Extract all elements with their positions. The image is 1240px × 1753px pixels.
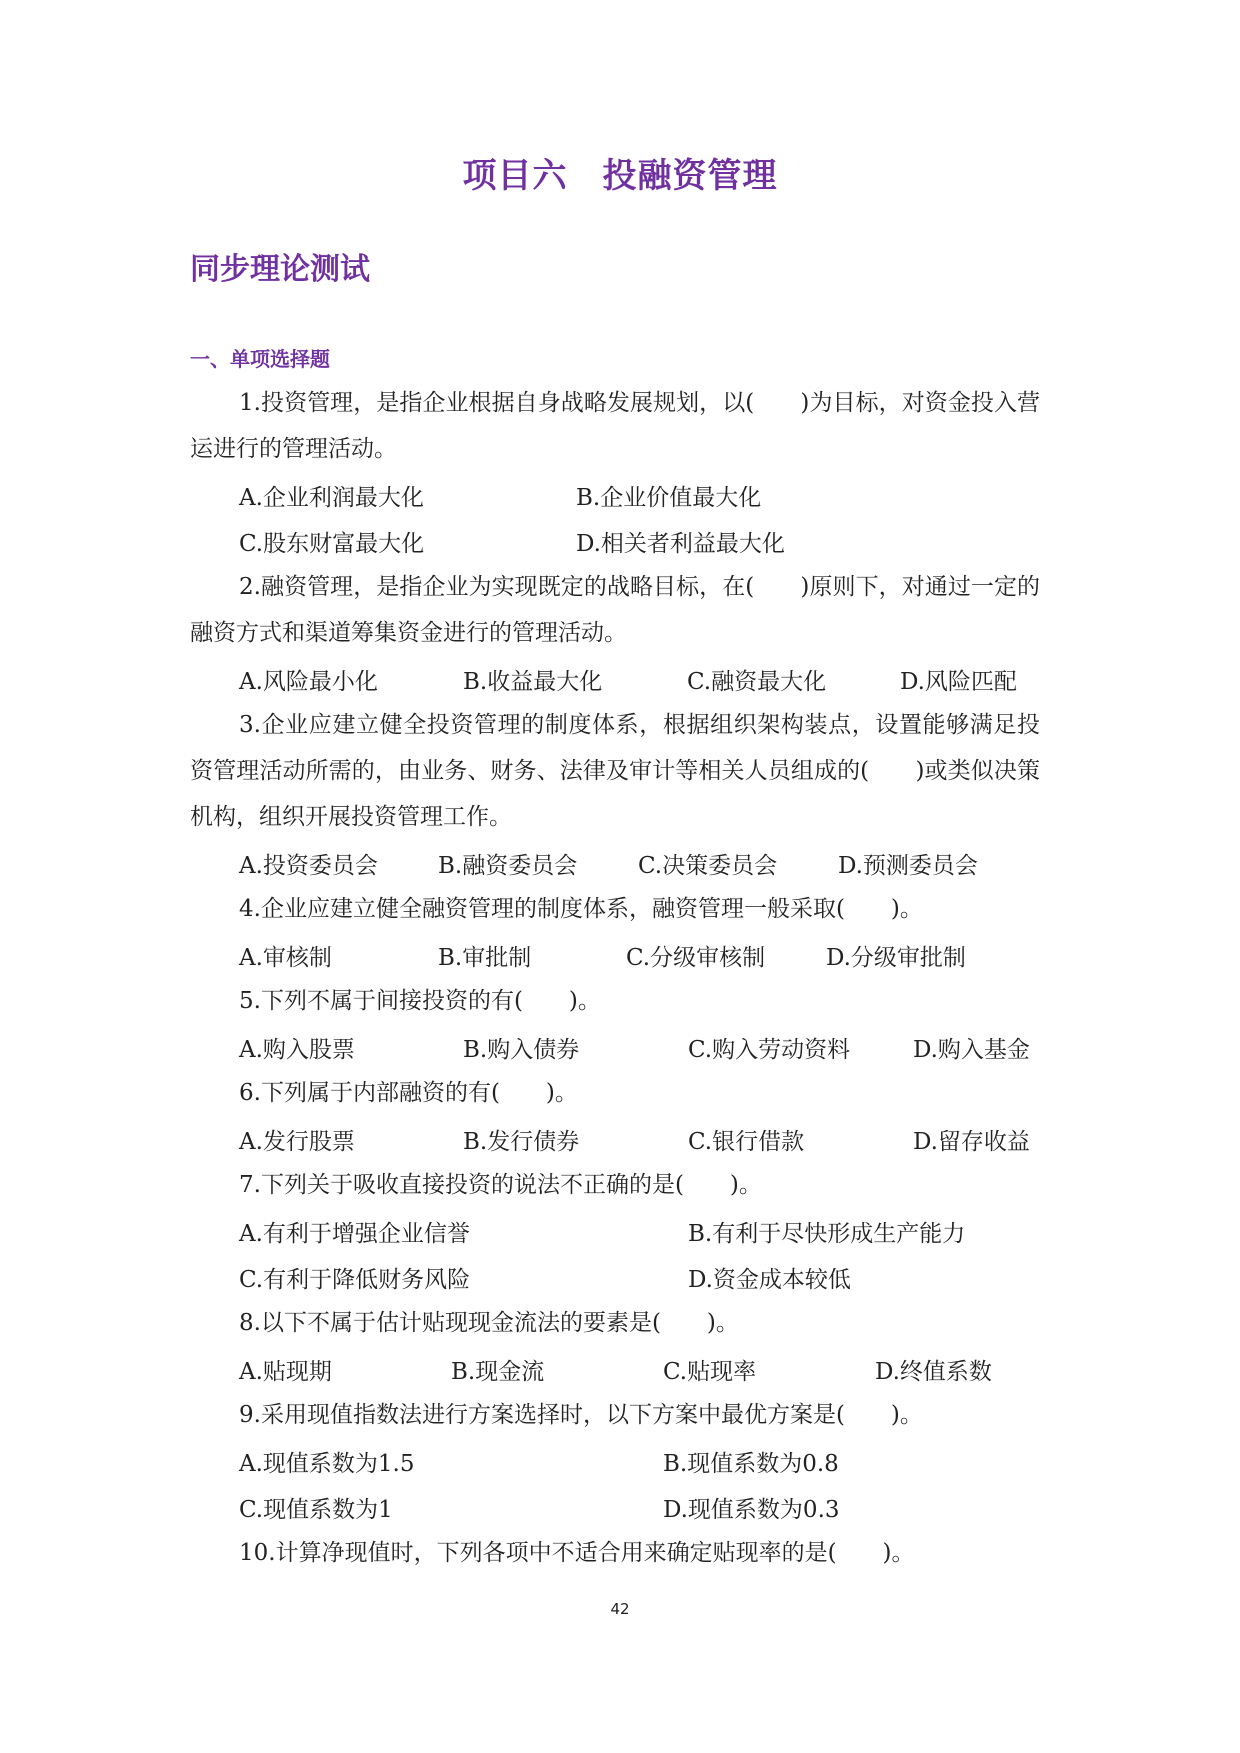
question-text: 3.企业应建立健全投资管理的制度体系，根据组织架构装点，设置能够满足投资管理活动所需的，由业务、财务、法律及审计等相关人员组成的( )或类似决策机构，组织开展投资管理工作。 bbox=[190, 712, 1040, 830]
option-row bbox=[190, 1346, 1040, 1392]
option: C.有利于降低财务风险 bbox=[239, 1266, 471, 1293]
option: D.现值系数为0.3 bbox=[663, 1496, 840, 1523]
question-text: 7.下列关于吸收直接投资的说法不正确的是( )。 bbox=[239, 1172, 762, 1198]
option: D.终值系数 bbox=[875, 1358, 992, 1385]
option: A.购入股票 bbox=[239, 1036, 355, 1063]
question-text: 10.计算净现值时，下列各项中不适合用来确定贴现率的是( )。 bbox=[239, 1540, 915, 1566]
option-row bbox=[190, 518, 1040, 564]
option-row bbox=[190, 1484, 1040, 1530]
question-text: 2.融资管理，是指企业为实现既定的战略目标，在( )原则下，对通过一定的融资方式和渠道筹集资金进行的管理活动。 bbox=[190, 574, 1041, 646]
option: A.企业利润最大化 bbox=[239, 484, 424, 511]
option-row bbox=[190, 656, 1040, 702]
option-row bbox=[190, 1208, 1040, 1254]
option: C.贴现率 bbox=[663, 1358, 757, 1385]
question-text: 9.采用现值指数法进行方案选择时，以下方案中最优方案是( )。 bbox=[239, 1402, 923, 1428]
option: A.有利于增强企业信誉 bbox=[239, 1220, 470, 1247]
option: A.发行股票 bbox=[239, 1128, 355, 1155]
page-number: 42 bbox=[610, 1600, 630, 1618]
option: C.现值系数为1 bbox=[239, 1496, 393, 1523]
option: B.企业价值最大化 bbox=[576, 484, 762, 511]
question-text: 1.投资管理，是指企业根据自身战略发展规划，以( )为目标，对资金投入营运进行的管理活动。 bbox=[190, 390, 1041, 462]
option: D.预测委员会 bbox=[838, 852, 978, 879]
option: A.投资委员会 bbox=[239, 852, 378, 879]
option: C.决策委员会 bbox=[638, 852, 778, 879]
question-text: 5.下列不属于间接投资的有( )。 bbox=[239, 988, 601, 1014]
option: B.现值系数为0.8 bbox=[663, 1450, 839, 1477]
option-row bbox=[190, 1438, 1040, 1484]
option: D.购入基金 bbox=[913, 1036, 1030, 1063]
option-row bbox=[190, 1116, 1040, 1162]
option-row bbox=[190, 840, 1040, 886]
option: D.留存收益 bbox=[913, 1128, 1030, 1155]
option: B.发行债券 bbox=[463, 1128, 580, 1155]
question-text: 4.企业应建立健全融资管理的制度体系，融资管理一般采取( )。 bbox=[239, 896, 923, 922]
option: D.相关者利益最大化 bbox=[576, 530, 785, 557]
option: B.收益最大化 bbox=[463, 668, 603, 695]
option: A.审核制 bbox=[239, 944, 332, 971]
option-row bbox=[190, 932, 1040, 978]
option: A.风险最小化 bbox=[239, 668, 378, 695]
option: B.现金流 bbox=[451, 1358, 545, 1385]
option: C.分级审核制 bbox=[626, 944, 766, 971]
option: A.现值系数为1.5 bbox=[239, 1450, 415, 1477]
option: D.风险匹配 bbox=[900, 668, 1017, 695]
option: D.资金成本较低 bbox=[688, 1266, 851, 1293]
option-row bbox=[190, 1024, 1040, 1070]
option: C.融资最大化 bbox=[687, 668, 827, 695]
option: C.股东财富最大化 bbox=[239, 530, 425, 557]
section-title: 同步理论测试 bbox=[190, 252, 370, 287]
subsection-title: 一、单项选择题 bbox=[190, 347, 330, 371]
chapter-title: 项目六 投融资管理 bbox=[462, 156, 778, 196]
option-row bbox=[190, 1254, 1040, 1300]
option: A.贴现期 bbox=[239, 1358, 332, 1385]
option: B.有利于尽快形成生产能力 bbox=[688, 1220, 966, 1247]
option: B.审批制 bbox=[438, 944, 532, 971]
option: D.分级审批制 bbox=[826, 944, 966, 971]
option: B.融资委员会 bbox=[438, 852, 578, 879]
option-row bbox=[190, 472, 1040, 518]
option: C.银行借款 bbox=[688, 1128, 805, 1155]
question-text: 6.下列属于内部融资的有( )。 bbox=[239, 1080, 578, 1106]
option: C.购入劳动资料 bbox=[688, 1036, 851, 1063]
question-text: 8.以下不属于估计贴现现金流法的要素是( )。 bbox=[239, 1310, 739, 1336]
option: B.购入债券 bbox=[463, 1036, 580, 1063]
question-list bbox=[190, 380, 1040, 1576]
